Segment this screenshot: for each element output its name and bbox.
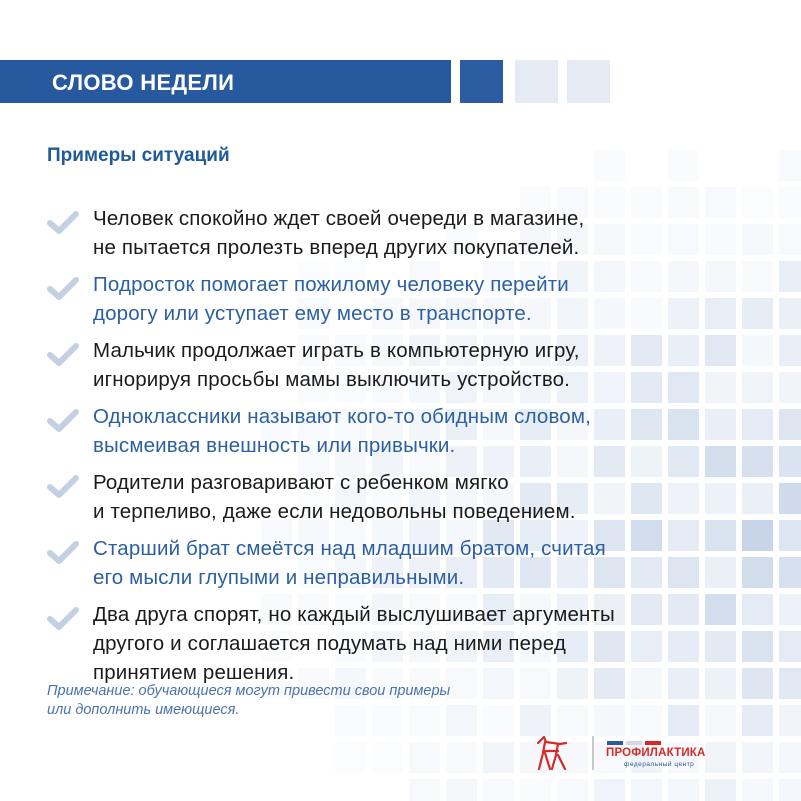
horse-emblem-icon <box>536 733 570 773</box>
mosaic-tile <box>779 705 801 736</box>
example-text: Старший брат смеётся над младшим братом, считая его мысли глупыми и неправильными. <box>93 537 606 589</box>
mosaic-tile <box>446 705 477 736</box>
mosaic-tile <box>631 705 662 736</box>
mosaic-tile <box>779 261 801 292</box>
mosaic-tile <box>335 742 366 773</box>
examples-list <box>47 204 767 695</box>
mosaic-tile <box>742 742 773 773</box>
mosaic-tile <box>779 557 801 588</box>
mosaic-tile <box>372 742 403 773</box>
mosaic-tile <box>779 779 801 801</box>
mosaic-tile <box>668 150 699 181</box>
mosaic-tile <box>483 705 514 736</box>
mosaic-tile <box>409 742 440 773</box>
example-text: Два друга спорят, но каждый выслушивает аргументы другого и соглашается подумать над ними перед принятием решения. <box>93 603 615 684</box>
mosaic-tile <box>779 372 801 403</box>
example-item <box>47 336 767 394</box>
example-item <box>47 270 767 328</box>
check-icon <box>47 343 79 367</box>
mosaic-tile <box>779 483 801 514</box>
logo-divider <box>592 736 594 770</box>
mosaic-tile <box>779 594 801 625</box>
logo-name: ПРОФИЛАКТИКА <box>606 747 706 759</box>
example-text: Одноклассники называют кого-то обидным словом, высмеивая внешность или привычки. <box>93 405 591 457</box>
mosaic-tile <box>557 779 588 801</box>
logo-stripe-white <box>626 741 642 745</box>
logo-stripe-blue <box>607 741 623 745</box>
mosaic-tile <box>779 187 801 218</box>
example-text: Человек спокойно ждет своей очереди в магазине, не пытается пролезть вперед других покупателей. <box>93 207 585 259</box>
example-item <box>47 468 767 526</box>
mosaic-tile <box>668 779 699 801</box>
mosaic-tile <box>446 742 477 773</box>
mosaic-tile <box>409 779 440 801</box>
check-icon <box>47 475 79 499</box>
mosaic-tile <box>779 224 801 255</box>
mosaic-tile <box>446 779 477 801</box>
example-text: Подросток помогает пожилому человеку перейти дорогу или уступает ему место в транспорте. <box>93 273 569 325</box>
mosaic-tile <box>779 446 801 477</box>
mosaic-tile <box>779 335 801 366</box>
check-icon <box>47 277 79 301</box>
mosaic-tile <box>779 409 801 440</box>
example-item <box>47 204 767 262</box>
mosaic-tile <box>520 779 551 801</box>
mosaic-tile <box>594 705 625 736</box>
check-icon <box>47 409 79 433</box>
check-icon <box>47 541 79 565</box>
example-item <box>47 600 767 687</box>
example-item <box>47 534 767 592</box>
mosaic-tile <box>779 150 801 181</box>
mosaic-tile <box>520 705 551 736</box>
example-text: Родители разговаривают с ребенком мягко и терпеливо, даже если недовольны поведением. <box>93 471 576 523</box>
mosaic-tile <box>483 742 514 773</box>
mosaic-tile <box>779 631 801 662</box>
example-item <box>47 402 767 460</box>
example-text: Мальчик продолжает играть в компьютерную игру, игнорируя просьбы мамы выключить устройство. <box>93 339 580 391</box>
check-icon <box>47 607 79 631</box>
mosaic-tile <box>594 779 625 801</box>
mosaic-tile <box>705 705 736 736</box>
mosaic-tile <box>668 705 699 736</box>
header-square-dark <box>460 60 503 103</box>
mosaic-tile <box>483 779 514 801</box>
mosaic-tile <box>742 705 773 736</box>
page-title: СЛОВО НЕДЕЛИ <box>52 70 235 95</box>
mosaic-tile <box>779 668 801 699</box>
footer-logo <box>536 733 736 773</box>
note-text: Примечание: обучающиеся могут привести свои примеры или дополнить имеющиеся. <box>47 683 451 718</box>
section-title: Примеры ситуаций <box>47 145 230 166</box>
mosaic-tile <box>779 520 801 551</box>
mosaic-tile <box>779 298 801 329</box>
logo-stripe-red <box>645 741 661 745</box>
mosaic-tile <box>594 150 625 181</box>
mosaic-tile <box>779 742 801 773</box>
mosaic-tile <box>631 779 662 801</box>
check-icon <box>47 211 79 235</box>
header-square-light <box>515 60 558 103</box>
header-square-light <box>567 60 610 103</box>
mosaic-tile <box>705 779 736 801</box>
header-bar <box>0 60 451 103</box>
mosaic-tile <box>557 705 588 736</box>
logo-subtitle: федеральный центр <box>624 761 695 768</box>
mosaic-tile <box>742 779 773 801</box>
